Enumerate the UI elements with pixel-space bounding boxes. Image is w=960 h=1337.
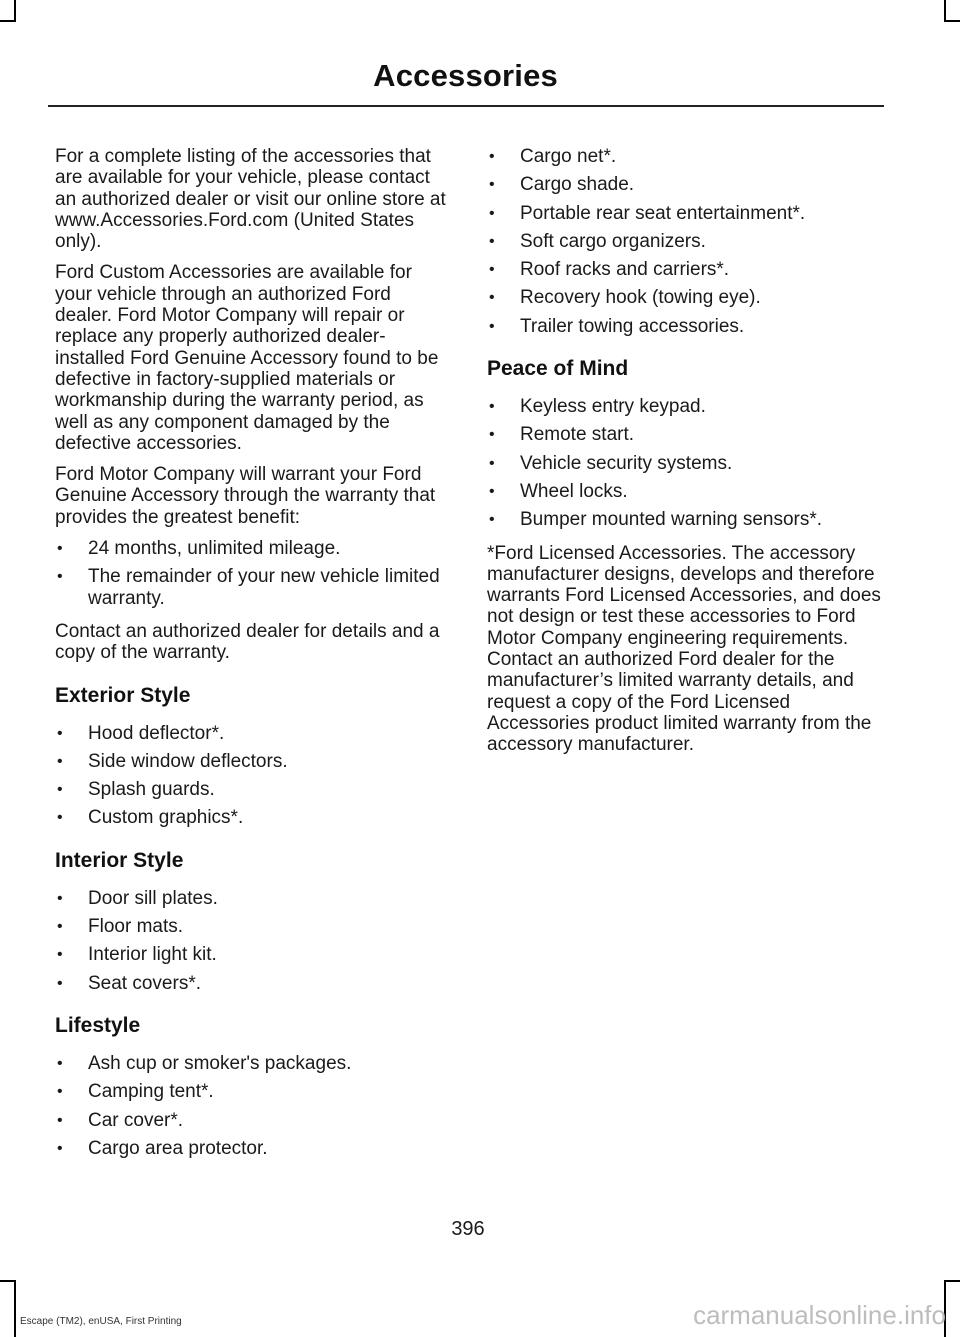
peace-of-mind-list — [487, 396, 882, 530]
list-item: • Keyless entry keypad. — [487, 396, 882, 417]
list-item: • Cargo net*. — [487, 146, 882, 167]
list-item: • Portable rear seat entertainment*. — [487, 203, 882, 224]
list-item: • Cargo area protector. — [55, 1138, 450, 1159]
list-item: • Seat covers*. — [55, 973, 450, 994]
crop-mark — [14, 0, 16, 22]
crop-mark — [14, 1280, 16, 1337]
list-item: • Cargo shade. — [487, 174, 882, 195]
list-item: • 24 months, unlimited mileage. — [55, 538, 450, 559]
list-item: • Remote start. — [487, 424, 882, 445]
intro-paragraph: Ford Motor Company will warrant your Ford Genuine Accessory through the warranty that provides the greatest benefit: — [55, 464, 436, 528]
section-heading-peace-of-mind: Peace of Mind — [487, 357, 629, 381]
crop-mark — [0, 20, 16, 22]
list-item: • Camping tent*. — [55, 1081, 450, 1102]
lifestyle-list-continued — [487, 146, 882, 337]
footer-edition: Escape (TM2), enUSA, First Printing — [20, 1316, 182, 1327]
list-item: • Custom graphics*. — [55, 807, 450, 828]
list-item: • Door sill plates. — [55, 888, 450, 909]
interior-list — [55, 888, 450, 994]
exterior-list — [55, 723, 450, 829]
crop-mark — [944, 20, 960, 22]
intro-paragraph: Ford Custom Accessories are available for your vehicle through an authorized Ford dealer. Ford Motor Company will repair or replace any properly authorized dealer-installed Ford Genuine Accessory found to be defective in factory-supplied materials or workmanship during the warranty period, as well as any component damaged by the defective accessories. — [55, 262, 439, 454]
contact-paragraph: Contact an authorized dealer for details and a copy of the warranty. — [55, 620, 440, 664]
section-heading-exterior: Exterior Style — [55, 683, 191, 707]
list-item: • Bumper mounted warning sensors*. — [487, 509, 882, 530]
list-item: • Recovery hook (towing eye). — [487, 287, 882, 308]
page-number: 396 — [451, 1218, 485, 1240]
list-item: • Vehicle security systems. — [487, 453, 882, 474]
header-divider — [48, 105, 884, 107]
list-item: • Wheel locks. — [487, 481, 882, 502]
list-item: • Splash guards. — [55, 779, 450, 800]
list-item: • Roof racks and carriers*. — [487, 259, 882, 280]
list-item: • Hood deflector*. — [55, 723, 450, 744]
list-item: • Car cover*. — [55, 1110, 450, 1131]
licensed-accessories-note: *Ford Licensed Accessories. The accessory manufacturer designs, develops and therefore warrants Ford Licensed Accessories, and does not design or test these accessories to Ford Motor Company engineering requirements. Contact an authorized Ford dealer for the manufacturer’s limited warranty details, and request a copy of the Ford Licensed Accessories product limited warranty from the accessory manufacturer. — [487, 542, 881, 756]
warranty-list — [55, 538, 450, 609]
left-column — [55, 146, 450, 1171]
crop-mark — [944, 1280, 960, 1282]
right-column — [487, 146, 882, 766]
list-item: • The remainder of your new vehicle limited warranty. — [55, 566, 450, 609]
list-item: • Soft cargo organizers. — [487, 231, 882, 252]
list-item: • Side window deflectors. — [55, 751, 450, 772]
crop-mark — [944, 0, 946, 22]
section-heading-interior: Interior Style — [55, 848, 184, 872]
section-heading-lifestyle: Lifestyle — [55, 1013, 141, 1037]
intro-paragraph: For a complete listing of the accessories that are available for your vehicle, please contact an authorized dealer or visit our online store at www.Accessories.Ford.com (United States only). — [55, 146, 446, 253]
list-item: • Floor mats. — [55, 916, 450, 937]
list-item: • Trailer towing accessories. — [487, 316, 882, 337]
lifestyle-list — [55, 1053, 450, 1159]
list-item: • Ash cup or smoker's packages. — [55, 1053, 450, 1074]
list-item: • Interior light kit. — [55, 944, 450, 965]
watermark: carmanualsonline.info — [693, 1300, 946, 1330]
crop-mark — [0, 1280, 16, 1282]
page-title: Accessories — [373, 58, 558, 93]
